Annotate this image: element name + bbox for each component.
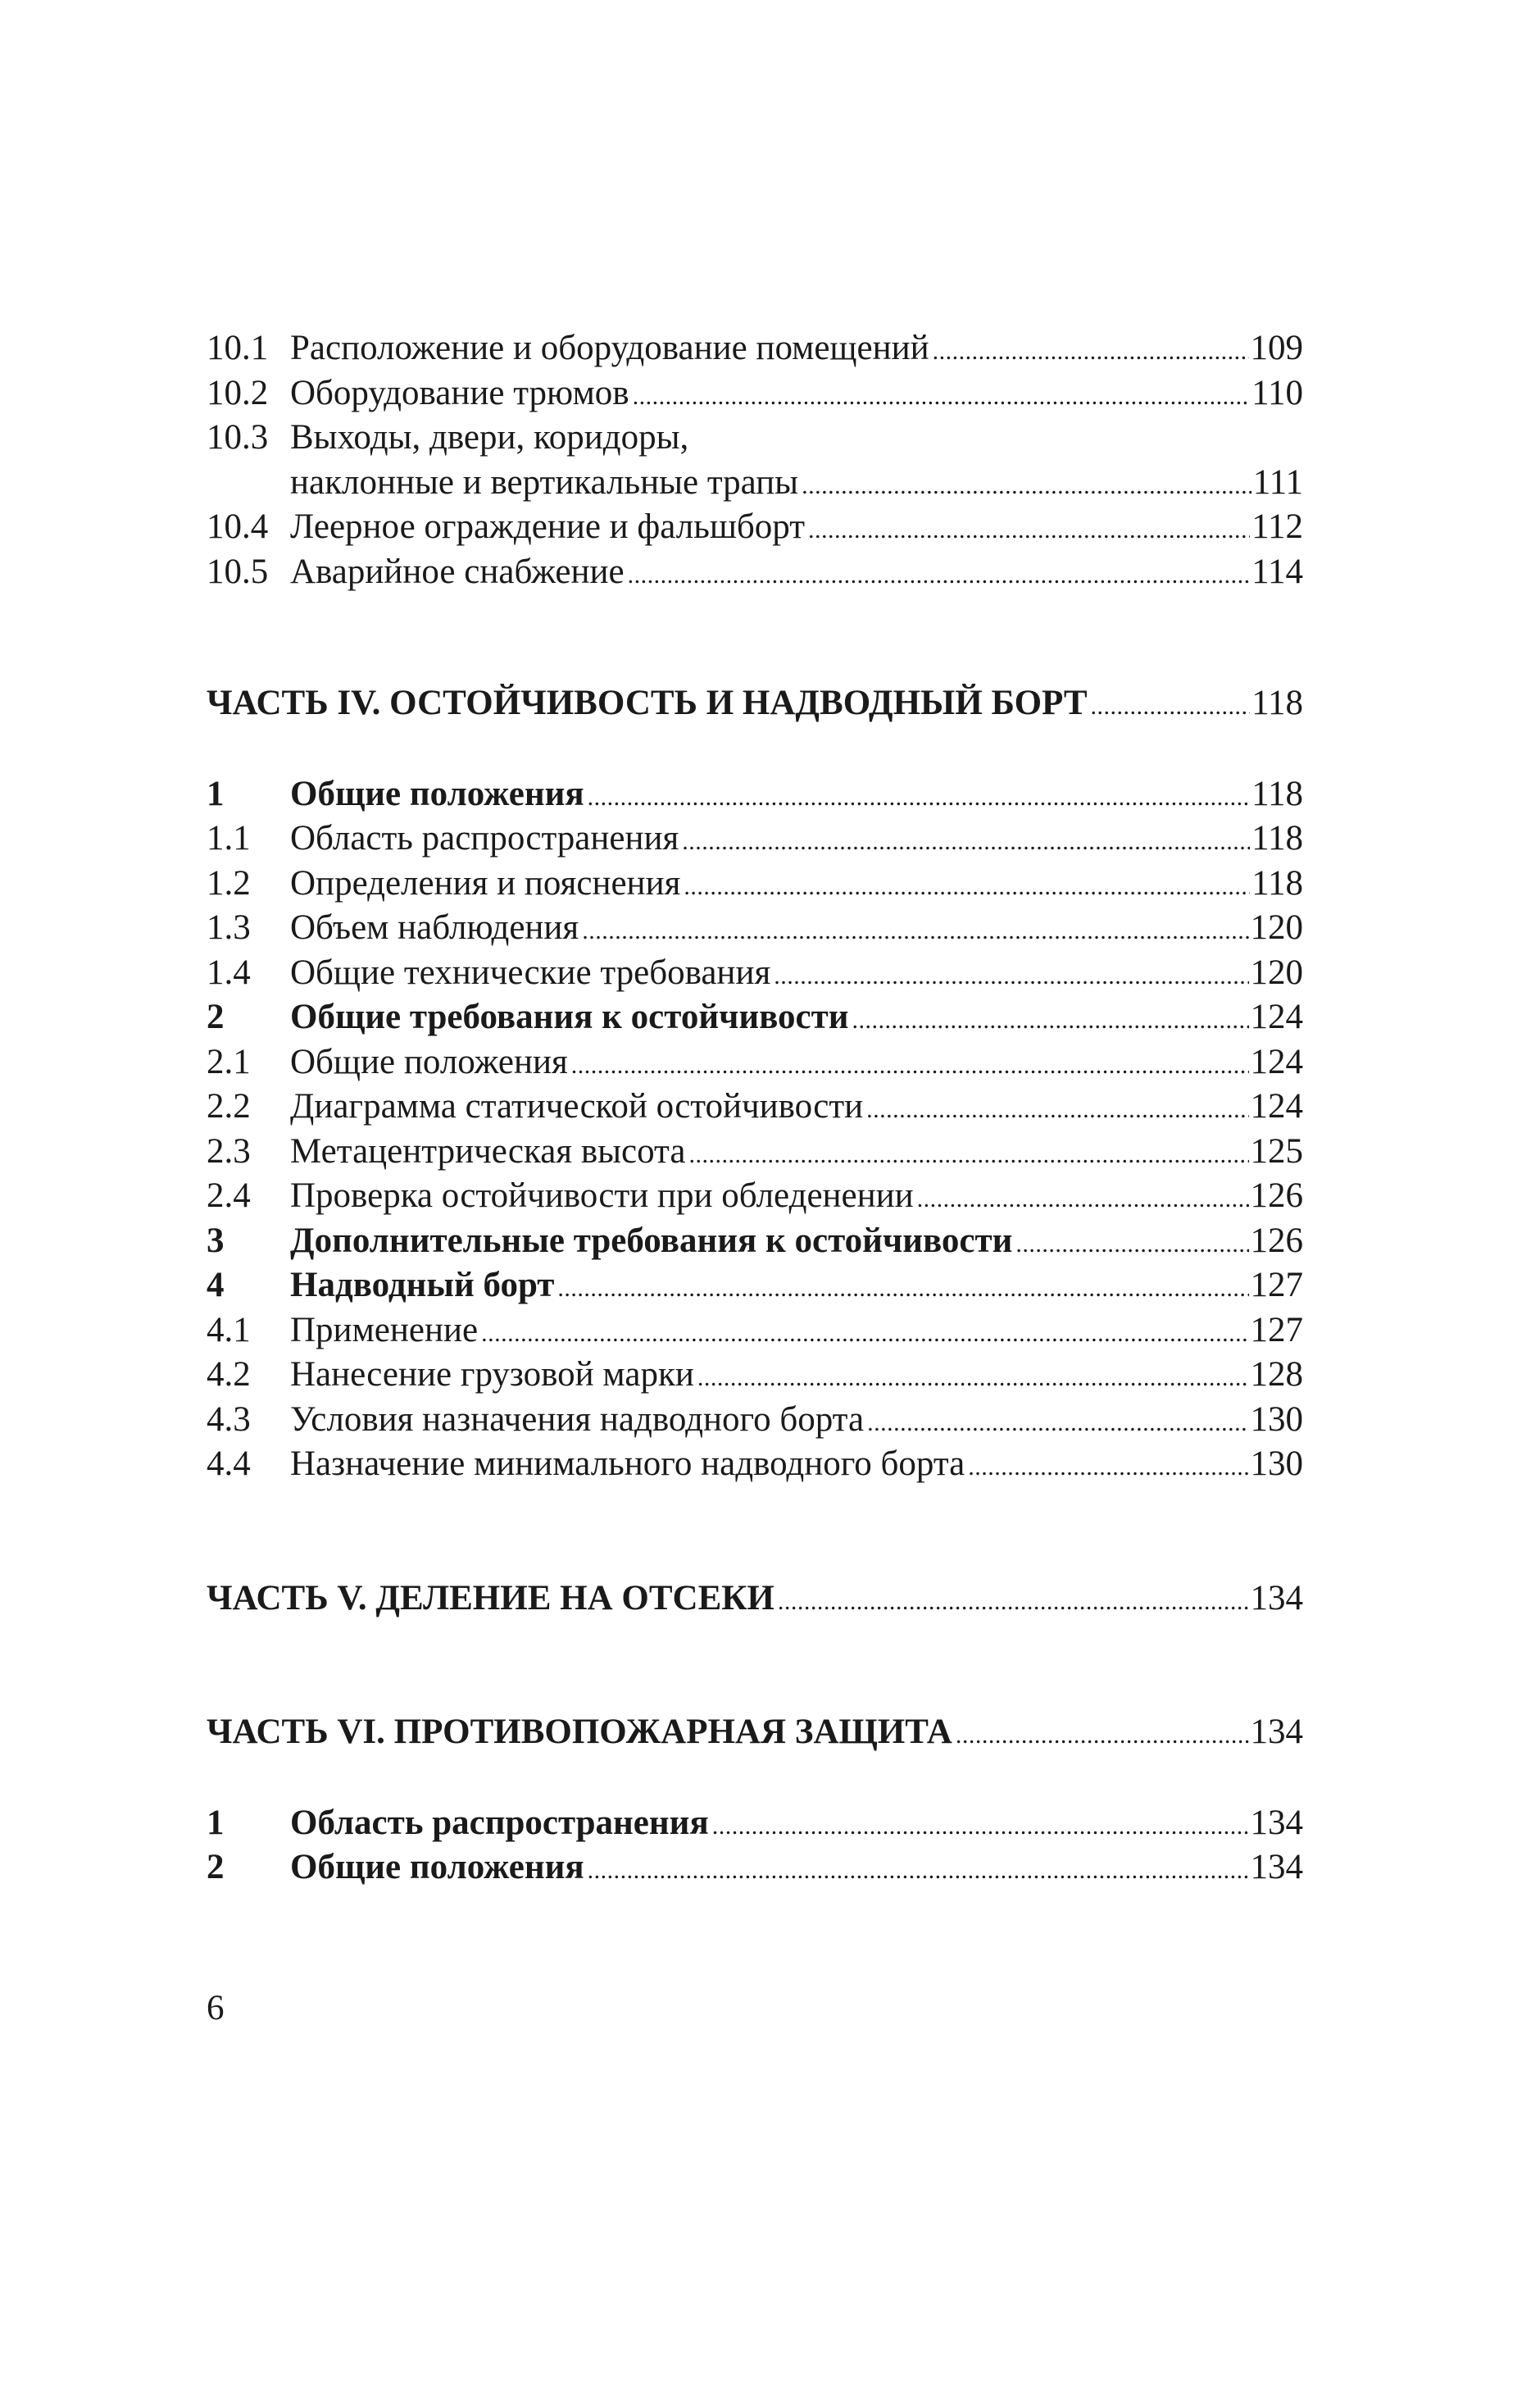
part-heading-v xyxy=(207,1576,1303,1622)
entry-title: Объем наблюдения xyxy=(290,908,579,947)
toc-section xyxy=(207,1263,1303,1308)
table-of-contents xyxy=(207,326,1303,1890)
toc-entry xyxy=(207,326,1303,371)
entry-page: 118 xyxy=(1252,819,1303,858)
dot-leader xyxy=(557,1267,1248,1312)
dot-leader xyxy=(588,1849,1249,1894)
entry-title: Расположение и оборудование помещений xyxy=(290,329,929,367)
entry-title: Леерное ограждение и фальшборт xyxy=(290,507,806,546)
entry-number: 2.2 xyxy=(207,1087,251,1126)
dot-leader xyxy=(852,999,1249,1044)
toc-entry xyxy=(207,371,1303,416)
toc-section xyxy=(207,995,1303,1040)
toc-section xyxy=(207,1845,1303,1890)
entry-number: 10.2 xyxy=(207,373,269,412)
part-title: ЧАСТЬ V. ДЕЛЕНИЕ НА ОТСЕКИ xyxy=(207,1578,775,1617)
entry-page: 124 xyxy=(1250,1042,1303,1081)
entry-number: 4.2 xyxy=(207,1355,251,1394)
entry-title: Общие технические требования xyxy=(290,953,771,992)
entry-number: 2 xyxy=(207,1848,225,1886)
entry-page: 120 xyxy=(1250,953,1303,992)
entry-title: Метацентрическая высота xyxy=(290,1131,686,1171)
entry-number: 2.3 xyxy=(207,1131,251,1171)
entry-page: 134 xyxy=(1250,1848,1303,1886)
entry-title: Диаграмма статической остойчивости xyxy=(290,1087,864,1126)
toc-entry xyxy=(207,906,1303,951)
toc-entry xyxy=(207,1398,1303,1443)
entry-title: Выходы, двери, коридоры, xyxy=(290,418,689,457)
entry-title-continued: наклонные и вертикальные трапы xyxy=(290,462,799,502)
entry-page: 127 xyxy=(1250,1310,1303,1349)
entry-title: Назначение минимального надводного борта xyxy=(290,1445,965,1483)
entry-number: 1.4 xyxy=(207,953,251,992)
entry-number: 1 xyxy=(207,1803,225,1842)
entry-number: 4.4 xyxy=(207,1445,251,1483)
page-number: 6 xyxy=(207,1989,225,2027)
entry-title: Общие положения xyxy=(290,774,584,813)
dot-leader xyxy=(571,1044,1249,1089)
entry-number: 3 xyxy=(207,1221,225,1260)
entry-page: 114 xyxy=(1252,552,1303,591)
entry-page: 126 xyxy=(1250,1221,1303,1260)
entry-number: 10.4 xyxy=(207,507,269,546)
entry-page: 130 xyxy=(1250,1445,1303,1483)
entry-title: Аварийное снабжение xyxy=(290,552,625,591)
entry-number: 1.3 xyxy=(207,908,251,947)
part-heading-vi xyxy=(207,1710,1303,1755)
entry-number: 4.1 xyxy=(207,1310,251,1349)
entry-number: 10.3 xyxy=(207,418,269,457)
dot-leader xyxy=(956,1713,1249,1758)
entry-title: Дополнительные требования к остойчивости xyxy=(290,1221,1013,1260)
part-page: 134 xyxy=(1250,1713,1303,1751)
entry-number: 2 xyxy=(207,998,225,1036)
toc-entry-continuation xyxy=(207,461,1303,506)
entry-page: 124 xyxy=(1250,998,1303,1036)
toc-entry xyxy=(207,1174,1303,1219)
dot-leader xyxy=(1015,1222,1248,1267)
entry-page: 111 xyxy=(1252,462,1303,502)
dot-leader xyxy=(1091,685,1251,730)
toc-entry xyxy=(207,1442,1303,1487)
entry-number: 10.5 xyxy=(207,552,269,591)
dot-leader xyxy=(867,1401,1248,1446)
entry-page: 112 xyxy=(1252,507,1303,546)
entry-title: Общие положения xyxy=(290,1042,568,1081)
part-page: 118 xyxy=(1252,684,1303,722)
entry-title: Область распространения xyxy=(290,819,679,858)
toc-entry xyxy=(207,862,1303,907)
dot-leader xyxy=(481,1312,1248,1357)
dot-leader xyxy=(802,464,1252,509)
entry-title: Область распространения xyxy=(290,1803,709,1842)
dot-leader xyxy=(968,1445,1248,1490)
entry-page: 118 xyxy=(1252,863,1303,903)
entry-page: 120 xyxy=(1250,908,1303,947)
entry-page: 109 xyxy=(1250,329,1303,367)
toc-section xyxy=(207,1219,1303,1264)
part-title: ЧАСТЬ VI. ПРОТИВОПОЖАРНАЯ ЗАЩИТА xyxy=(207,1713,952,1751)
part-page: 134 xyxy=(1250,1578,1303,1617)
entry-number: 10.1 xyxy=(207,329,269,367)
entry-page: 118 xyxy=(1252,774,1303,813)
entry-title: Условия назначения надводного борта xyxy=(290,1399,865,1439)
entry-title: Применение xyxy=(290,1310,479,1349)
toc-entry xyxy=(207,1308,1303,1354)
entry-title: Надводный борт xyxy=(290,1266,555,1304)
entry-title: Проверка остойчивости при обледенении xyxy=(290,1176,914,1215)
entry-number: 1.1 xyxy=(207,819,251,858)
entry-page: 110 xyxy=(1252,373,1303,412)
entry-number: 4 xyxy=(207,1266,225,1304)
part-title: ЧАСТЬ IV. ОСТОЙЧИВОСТЬ И НАДВОДНЫЙ БОРТ xyxy=(207,684,1088,722)
entry-number: 2.1 xyxy=(207,1042,251,1081)
entry-number: 4.3 xyxy=(207,1399,251,1439)
part-heading-iv xyxy=(207,681,1303,726)
entry-number: 1.2 xyxy=(207,863,251,903)
toc-section xyxy=(207,772,1303,817)
toc-entry xyxy=(207,1130,1303,1175)
entry-page: 125 xyxy=(1250,1131,1303,1171)
dot-leader xyxy=(933,330,1249,375)
toc-entry xyxy=(207,550,1303,595)
entry-title: Нанесение грузовой марки xyxy=(290,1355,694,1394)
entry-page: 130 xyxy=(1250,1399,1303,1439)
dot-leader xyxy=(778,1580,1249,1625)
dot-leader xyxy=(774,954,1248,999)
toc-entry xyxy=(207,1040,1303,1085)
dot-leader xyxy=(866,1088,1248,1133)
dot-leader xyxy=(917,1177,1249,1222)
entry-page: 124 xyxy=(1250,1087,1303,1126)
toc-entry xyxy=(207,1085,1303,1130)
dot-leader xyxy=(697,1356,1249,1401)
entry-title: Общие положения xyxy=(290,1848,584,1886)
toc-entry xyxy=(207,951,1303,996)
entry-page: 128 xyxy=(1250,1355,1303,1394)
dot-leader xyxy=(582,909,1248,954)
entry-title: Оборудование трюмов xyxy=(290,373,629,412)
entry-page: 134 xyxy=(1250,1803,1303,1842)
toc-entry xyxy=(207,1353,1303,1398)
dot-leader xyxy=(808,508,1250,553)
toc-section xyxy=(207,1801,1303,1846)
entry-number: 1 xyxy=(207,774,225,813)
entry-page: 126 xyxy=(1250,1176,1303,1215)
toc-entry xyxy=(207,416,1303,461)
entry-title: Определения и пояснения xyxy=(290,863,681,903)
dot-leader xyxy=(688,1133,1248,1178)
dot-leader xyxy=(633,375,1250,420)
dot-leader xyxy=(682,820,1250,865)
dot-leader xyxy=(684,865,1250,910)
entry-number: 2.4 xyxy=(207,1176,251,1215)
toc-entry xyxy=(207,505,1303,550)
toc-entry xyxy=(207,817,1303,862)
entry-page: 127 xyxy=(1250,1266,1303,1304)
dot-leader xyxy=(628,553,1250,598)
dot-leader xyxy=(588,776,1250,821)
entry-title: Общие требования к остойчивости xyxy=(290,998,849,1036)
dot-leader xyxy=(712,1804,1249,1849)
